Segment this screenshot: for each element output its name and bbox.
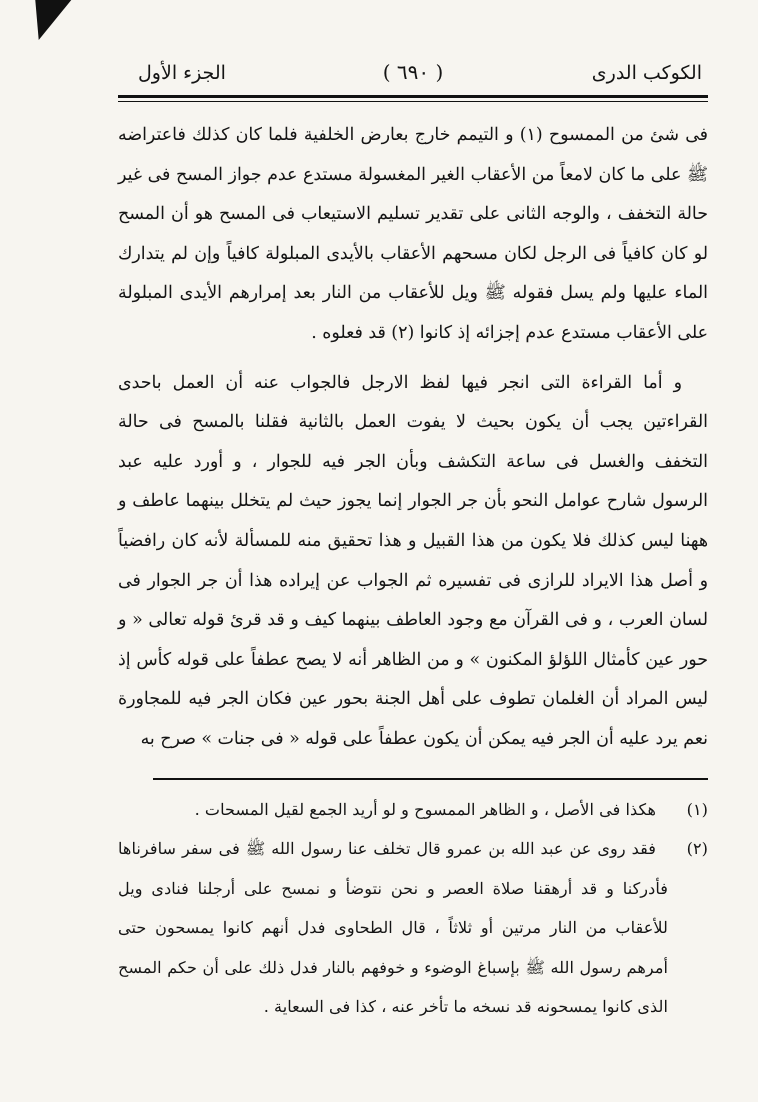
- running-header: [118, 52, 708, 92]
- header-rule-thin: [118, 101, 708, 102]
- footnote-number: (١): [686, 799, 708, 819]
- volume-label: الجزء الأول: [138, 62, 226, 84]
- header-rule-thick: [118, 95, 708, 98]
- footnote-text: فقد روى عن عبد الله بن عمرو قال تخلف عنا رسول الله ﷺ فى سفر سافرناها فأدركنا و قد أرهقنا صلاة العصر و نحن نتوضأ و نمسح على أرجلنا فنادى ويل للأعقاب من النار مرتين أو ثلاثاً ، قال الطحاوى فدل أنهم كانوا يمسحون حتى أمرهم رسول الله ﷺ بإسباغ الوضوء و خوفهم بالنار فدل ذلك على أن حكم المسح الذى كانوا يمسحونه قد نسخه ما تأخر عنه ، كذا فى السعاية .: [118, 839, 668, 1016]
- paragraph: فى شئ من الممسوح (١) و التيمم خارج بعارض الخلفية فلما كان كذلك فاعتراضه ﷺ على ما كان لامعاً من الأعقاب الغير المغسولة مستدع عدم جواز المسح فى غير حالة التخفف ، والوجه الثانى على تقدير تسليم الاستيعاب فى المسح هو أن المسح لو كان كافياً فى الرجل لكان مسحهم الأعقاب بالأيدى المبلولة كافياً وإن لم يتدارك الماء عليها ولم يسل فقوله ﷺ ويل للأعقاب من النار بعد إمرارهم الأيدى المبلولة على الأعقاب مستدع عدم إجزائه إذ كانوا (٢) قد فعلوه .: [118, 125, 708, 343]
- footnote-separator: [153, 778, 708, 780]
- main-text: [118, 116, 708, 760]
- footnote-number: (٢): [686, 839, 708, 858]
- page: [118, 52, 708, 1027]
- page-corner-mark: [21, 0, 72, 40]
- footnote: [118, 790, 708, 830]
- footnotes: [118, 790, 708, 1027]
- footnote: [118, 829, 708, 1027]
- book-title: الكوكب الدرى: [591, 62, 702, 84]
- footnote-text: هكذا فى الأصل ، و الظاهر الممسوح و لو أريد الجمع لقيل المسحات .: [194, 799, 656, 819]
- paragraph: و أما القراءة التى انجر فيها لفظ الارجل فالجواب عنه أن العمل باحدى القراءتين يجب أن يكون بحيث لا يفوت العمل بالثانية فقلنا بالمسح فى حالة التخفف والغسل فى ساعة التكشف وبأن الجر فيه للجوار ، و أورد عليه عبد الرسول شارح عوامل النحو بأن جر الجوار إنما يجوز حيث لم يتخلل بينهما عاطف و ههنا ليس كذلك فلا يكون من هذا القبيل و هذا تحقيق منه للمسألة لأنه كان رافضياً و أصل هذا الايراد للرازى فى تفسيره ثم الجواب عن إيراده هذا أن جر الجوار فى لسان العرب ، و فى القرآن مع وجود العاطف بينهما كيف و قد قرئ قوله تعالى « و حور عين كأمثال اللؤلؤ المكنون » و من الظاهر أنه لا يصح عطفاً على قوله كأس إذ ليس المراد أن الغلمان تطوف على أهل الجنة بحور عين فكان الجر فيه للمجاورة نعم يرد عليه أن الجر فيه يمكن أن يكون عطفاً على قوله « فى جنات » صرح به: [118, 372, 708, 749]
- page-number: ( ٦٩٠ ): [382, 60, 444, 84]
